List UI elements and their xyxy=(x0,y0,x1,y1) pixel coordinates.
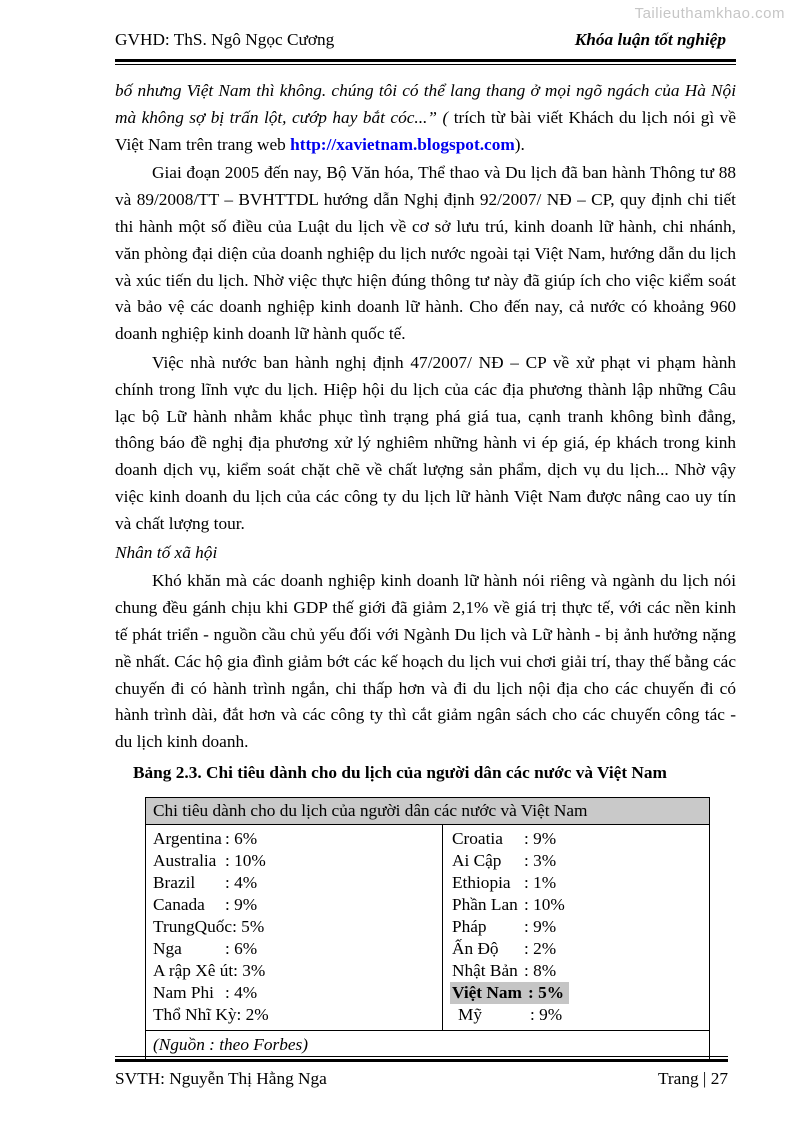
page-footer xyxy=(115,1056,728,1089)
spending-table-right-column xyxy=(442,825,709,1030)
table-row: Ethiopia : 1% xyxy=(452,872,557,892)
table-source-note: (Nguồn : theo Forbes) xyxy=(146,1030,709,1060)
header-rule xyxy=(115,59,736,65)
table-row-vietnam-highlight xyxy=(445,982,709,1004)
body-text xyxy=(115,78,736,1061)
table-caption: Bảng 2.3. Chi tiêu dành cho du lịch của người dân các nước và Việt Nam xyxy=(133,762,667,782)
table-row: A rập Xê út: 3% xyxy=(153,960,266,980)
table-row: Nga : 6% xyxy=(153,938,258,958)
table-row: TrungQuốc: 5% xyxy=(153,916,265,936)
footer-author: SVTH: Nguyễn Thị Hằng Nga xyxy=(115,1069,327,1088)
page-header xyxy=(115,30,736,50)
table-row: Australia : 10% xyxy=(153,850,266,870)
table-row: Nam Phi : 4% xyxy=(153,982,258,1002)
table-row: Brazil : 4% xyxy=(153,872,258,892)
paragraph-decree: Việc nhà nước ban hành nghị định 47/2007/ NĐ – CP về xử phạt vi phạm hành chính trong lĩnh vực du lịch. Hiệp hội du lịch của các địa phương thành lập những Câu lạc bộ Lữ hành nhằm khắc phục tình trạng phá giá tua, cạnh tranh không bình đẳng, thông báo đề nghị địa phương xử lý nghiêm những hành vi ép giá, ép khách trong kinh doanh dịch vụ, kiểm soát chặt chẽ về chất lượng sản phẩm, dịch vụ du lịch... Nhờ vậy việc kinh doanh du lịch của các công ty du lịch lữ hành Việt Nam được nâng cao uy tín và chất lượng tour. xyxy=(115,352,736,533)
section-heading-social-factor: Nhân tố xã hội xyxy=(115,542,218,562)
table-row: Canada : 9% xyxy=(153,894,258,914)
quote-suffix-text: ). xyxy=(514,134,525,154)
quote-attribution-text: trích từ bài viết Khách du lịch nói gì về Việt Nam trên trang web xyxy=(115,107,736,154)
table-row: Croatia : 9% xyxy=(452,828,557,848)
header-thesis-title: Khóa luận tốt nghiệp xyxy=(574,30,726,49)
table-row: Ấn Độ : 2% xyxy=(452,938,557,958)
spending-table xyxy=(145,797,710,1061)
table-row: Phần Lan : 10% xyxy=(452,894,565,914)
blogspot-link[interactable]: http://xavietnam.blogspot.com xyxy=(290,134,515,154)
table-row: Thổ Nhĩ Kỳ: 2% xyxy=(153,1004,269,1024)
header-advisor-label: GVHD: ThS. Ngô Ngọc Cương xyxy=(115,30,335,49)
watermark: Tailieuthamkhao.com xyxy=(634,5,785,22)
paragraph-quote xyxy=(115,78,736,158)
table-row: Mỹ : 9% xyxy=(458,1004,563,1024)
paragraph-regulations: Giai đoạn 2005 đến nay, Bộ Văn hóa, Thể thao và Du lịch đã ban hành Thông tư 88 và 89/2008/TT – BVHTTDL hướng dẫn Nghị định 92/2007/ NĐ – CP, quy định chi tiết thi hành một số điều của Luật du lịch về cơ sở lưu trú, kinh doanh lữ hành, chi nhánh, văn phòng đại diện của doanh nghiệp du lịch nước ngoài tại Việt Nam, hướng dẫn du lịch và xúc tiến du lịch. Nhờ việc thực hiện đúng thông tư này đã giúp ích cho việc kiểm soát và bảo vệ các doanh nghiệp kinh doanh lữ hành. Cho đến nay, cả nước có khoảng 960 doanh nghiệp kinh doanh lữ hành quốc tế. xyxy=(115,163,736,344)
paragraph-gdp-impact: Khó khăn mà các doanh nghiệp kinh doanh lữ hành nói riêng và ngành du lịch nói chung đều gánh chịu khi GDP thế giới đã giảm 2,1% về giá trị thực tế, với các nền kinh tế phát triển - nguồn cầu chủ yếu đối với Ngành Du lịch và Lữ hành - bị ảnh hưởng nặng nề nhất. Các hộ gia đình giảm bớt các kế hoạch du lịch vui chơi giải trí, thay thế bằng các chuyến đi có hành trình ngắn, chi thấp hơn và đi du lịch nội địa cho các chuyến đi có hành trình dài, đắt hơn và các công ty thì cắt giảm ngân sách cho các chuyến công tác - du lịch kinh doanh. xyxy=(115,571,736,752)
spending-table-body xyxy=(146,825,709,1030)
table-row: Nhật Bản : 8% xyxy=(452,960,557,980)
spending-table-left-column xyxy=(146,825,442,1030)
table-row: Ai Cập : 3% xyxy=(452,850,557,870)
spending-table-header: Chi tiêu dành cho du lịch của người dân các nước và Việt Nam xyxy=(146,798,709,825)
footer-page-number: Trang | 27 xyxy=(657,1069,728,1088)
page-content xyxy=(115,30,736,1061)
table-row: Argentina : 6% xyxy=(153,828,258,848)
table-row: Pháp : 9% xyxy=(452,916,557,936)
quote-italic-text: bố nhưng Việt Nam thì không. chúng tôi có thể lang thang ở mọi ngõ ngách của Hà Nội mà không sợ bị trấn lột, cướp hay bắt cóc...” ( xyxy=(115,81,736,127)
vietnam-highlight: Việt Nam : 5% xyxy=(450,982,569,1004)
